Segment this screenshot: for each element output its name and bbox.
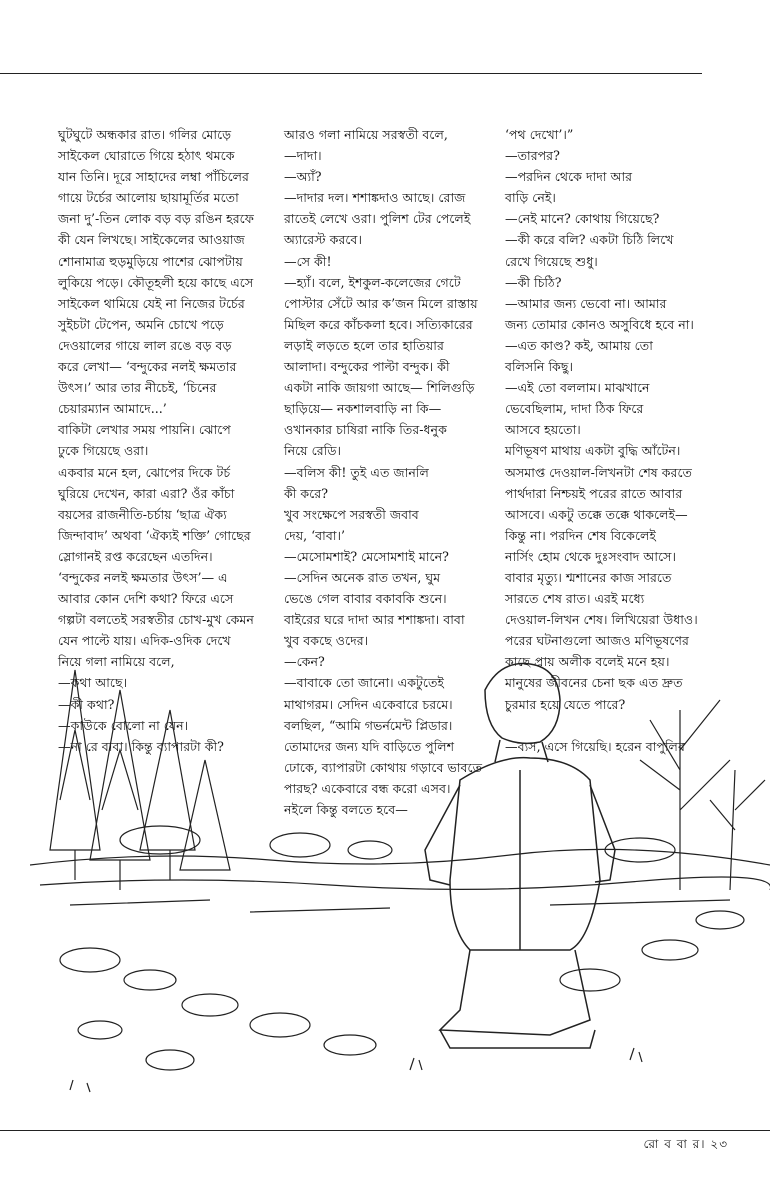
text-line: বাকিটা লেখার সময় পায়নি। ঝোপে [58, 422, 231, 438]
text-line: খুব বকছে ওদের। [284, 633, 369, 649]
text-line: চুরমার হয়ে যেতে পারে? [505, 696, 626, 712]
text-line: ওখানকার চাষিরা নাকি তির-ধনুক [284, 422, 447, 438]
text-line: বাবার মৃত্যু। শ্মশানের কাজ সারতে [505, 569, 672, 585]
text-line: —ব্যস, এসে গিয়েছি। হরেন বাপুলির [505, 738, 685, 754]
text-line: নইলে কিন্তু বলতে হবে— [284, 802, 408, 817]
text-line: অ্যারেস্ট করবে। [284, 232, 362, 248]
text-line: নার্সিং হোম থেকে দুঃসংবাদ আসে। [505, 548, 676, 564]
text-line: বাইরের ঘরে দাদা আর শশাঙ্কদা। বাবা [284, 612, 465, 628]
text-line: আলাদা। বন্দুকের পাল্টা বন্দুক। কী [284, 359, 450, 375]
text-line: বয়সের রাজনীতি-চর্চায় ‘ছাত্র ঐক্য [58, 506, 227, 522]
text-line: ‘পথ দেখো’।” [505, 127, 574, 142]
page-footer: রো ব বা র। ২৩ [643, 1137, 728, 1151]
text-line: নিয়ে রেডি। [284, 443, 342, 459]
text-line: ছাড়িয়ে— নকশালবাড়ি না কি— [284, 401, 442, 417]
text-line: ঘুরিয়ে দেখেন, কারা এরা? ওঁর কাঁচা [58, 485, 235, 501]
top-rule [0, 73, 702, 74]
text-line: —কী কথা? [58, 696, 115, 712]
text-line: করে লেখা— ‘বন্দুকের নলই ক্ষমতার [58, 359, 237, 375]
text-line: —সেদিন অনেক রাত তখন, ঘুম [284, 569, 441, 585]
text-line: লড়াই লড়তে হলে তার হাতিয়ার [284, 337, 444, 353]
text-line: উৎস।’ আর তার নীচেই, ‘চিনের [58, 380, 217, 396]
text-line: একটা নাকি জায়গা আছে— শিলিগুড়ি [284, 380, 475, 396]
text-line: আরও গলা নামিয়ে সরস্বতী বলে, [284, 127, 448, 142]
text-line: —কেন? [284, 654, 325, 670]
text-line: কী করে? [284, 485, 328, 501]
text-line: —এত কাণ্ড? কই, আমায় তো [505, 337, 653, 353]
text-line: গল্পটা বলতেই সরস্বতীর চোখ-মুখ কেমন [58, 612, 254, 628]
text-line: যেন পাল্টে যায়। এদিক-ওদিক দেখে [58, 633, 231, 649]
text-line: বলছিল, “আমি গভর্নমেন্ট প্লিডার। [284, 717, 453, 733]
text-line: জনা দু’-তিন লোক বড় বড় রঙিন হরফে [58, 211, 254, 227]
text-line: —মেসোমশাই? মেসোমশাই মানে? [284, 548, 449, 564]
text-line: রেখে গিয়েছে শুধু। [505, 253, 598, 269]
text-line: —দাদা। [284, 148, 322, 164]
text-line: —সে কী! [284, 253, 332, 269]
text-line: আসবে হয়তো। [505, 422, 581, 438]
text-line: কাছে প্রায় অলীক বলেই মনে হয়। [505, 654, 670, 670]
text-line: আবার কোন দেশি কথা? ফিরে এসে [58, 591, 234, 607]
text-line: দেওয়াল-লিখন শেষ। লিখিয়েরা উধাও। [505, 612, 698, 628]
text-line: —অ্যাঁ? [284, 169, 322, 185]
text-line: ভেঙে গেল বাবার বকাবকি শুনে। [284, 591, 447, 607]
text-line: মাথাগরম। সেদিন একেবারে চরমে। [284, 696, 453, 712]
river-bank [30, 849, 770, 865]
text-line: কী যেন লিখছে। সাইকেলের আওয়াজ [58, 232, 245, 248]
text-line: পোস্টার সেঁটে আর ক’জন মিলে রাস্তায় [284, 295, 478, 311]
text-line: যান তিনি। দূরে সাহাদের লম্বা পাঁচিলের [58, 169, 249, 185]
text-line: দেওয়ালের গায়ে লাল রঙে বড় বড় [58, 337, 232, 353]
text-line: চেয়ারম্যান আমাদে...’ [58, 401, 167, 417]
text-line: পরের ঘটনাগুলো আজও মণিভূষণের [505, 633, 689, 649]
landscape-illustration [30, 650, 770, 1130]
text-line: সুইচটা টেপেন, অমনি চোখে পড়ে [58, 316, 224, 332]
rocks [60, 826, 744, 1070]
text-line: মিছিল করে কাঁচকলা হবে। সত্যিকারের [284, 316, 473, 332]
text-line: —নেই মানে? কোথায় গিয়েছে? [505, 211, 660, 227]
text-line: —বাবাকে তো জানো। একটুতেই [284, 675, 444, 691]
text-line: রাতেই লেখে ওরা। পুলিশ টের পেলেই [284, 211, 471, 227]
text-line: —আমার জন্য ভেবো না। আমার [505, 295, 667, 311]
text-line: খুব সংক্ষেপে সরস্বতী জবাব [284, 506, 419, 522]
text-line: সাইকেল থামিয়ে যেই না নিজের টর্চের [58, 295, 245, 311]
text-line: স্লোগানই রপ্ত করেছেন এতদিন। [58, 548, 213, 564]
text-line: —কী করে বলি? একটা চিঠি লিখে [505, 232, 674, 248]
kneeling-man [425, 664, 615, 1048]
text-line: লুকিয়ে পড়ে। কৌতূহলী হয়ে কাছে এসে [58, 274, 254, 290]
text-line: আসবে। একটু তক্কে তক্কে থাকলেই— [505, 506, 688, 522]
text-line: ঢুকে গিয়েছে ওরা। [58, 443, 149, 459]
text-line: গায়ে টর্চের আলোয় ছায়ামূর্তির মতো [58, 190, 239, 206]
text-line: —হ্যাঁ। বলে, ইশকুল-কলেজের গেটে [284, 274, 461, 290]
text-line: অসমাপ্ত দেওয়াল-লিখনটা শেষ করতে [505, 464, 692, 480]
text-line: —তারপর? [505, 148, 560, 164]
text-line: —পরদিন থেকে দাদা আর [505, 169, 633, 185]
text-line: শোনামাত্র হুড়মুড়িয়ে পাশের ঝোপটায় [58, 253, 243, 269]
text-line: —কী চিঠি? [505, 274, 562, 290]
text-line: সারতে শেষ রাত। এরই মধ্যে [505, 591, 645, 607]
text-line: ঘুটঘুটে অন্ধকার রাত। গলির মোড়ে [58, 127, 232, 142]
text-line: পার্থদারা নিশ্চয়ই পরের রাতে আবার [505, 485, 683, 501]
text-line: মানুষের জীবনের চেনা ছক এত দ্রুত [505, 675, 683, 691]
text-line: —বলিস কী! তুই এত জানলি [284, 464, 429, 480]
text-line: কিন্তু না। পরদিন শেষ বিকেলেই [505, 527, 656, 543]
text-line: —কথা আছে। [58, 675, 128, 691]
text-line: বাড়ি নেই। [505, 190, 556, 206]
text-line: দেয়, ‘বাবা।’ [284, 527, 345, 543]
text-line: —কাউকে বোলো না যেন। [58, 717, 189, 733]
text-line: পারছ? একেবারে বন্ধ করো এসব। [284, 780, 451, 796]
text-line: নিয়ে গলা নামিয়ে বলে, [58, 654, 175, 670]
bottom-rule [0, 1130, 770, 1131]
text-line: ভেবেছিলাম, দাদা ঠিক ফিরে [505, 401, 644, 417]
text-line: ‘বন্দুকের নলই ক্ষমতার উৎস’— এ [58, 569, 228, 585]
text-line: জিন্দাবাদ’ অথবা ‘ঐক্যই শক্তি’ গোছের [58, 527, 251, 543]
text-line: মণিভূষণ মাথায় একটা বুদ্ধি আঁটেন। [505, 443, 681, 459]
text-line: সাইকেল ঘোরাতে গিয়ে হঠাৎ থমকে [58, 148, 235, 164]
text-line: জন্য তোমার কোনও অসুবিধে হবে না। [505, 316, 694, 332]
text-line: তোমাদের জন্য যদি বাড়িতে পুলিশ [284, 738, 455, 754]
text-line: —না রে বাবা। কিন্তু ব্যাপারটা কী? [58, 738, 224, 754]
text-line: —দাদার দল। শশাঙ্কদাও আছে। রোজ [284, 190, 466, 206]
text-line: একবার মনে হল, ঝোপের দিকে টর্চ [58, 464, 231, 480]
text-line: —এই তো বললাম। মাঝখানে [505, 380, 650, 396]
text-line: ঢোকে, ব্যাপারটা কোথায় গড়াবে ভাবতে [284, 759, 483, 775]
text-line: বলিসনি কিছু। [505, 359, 573, 375]
